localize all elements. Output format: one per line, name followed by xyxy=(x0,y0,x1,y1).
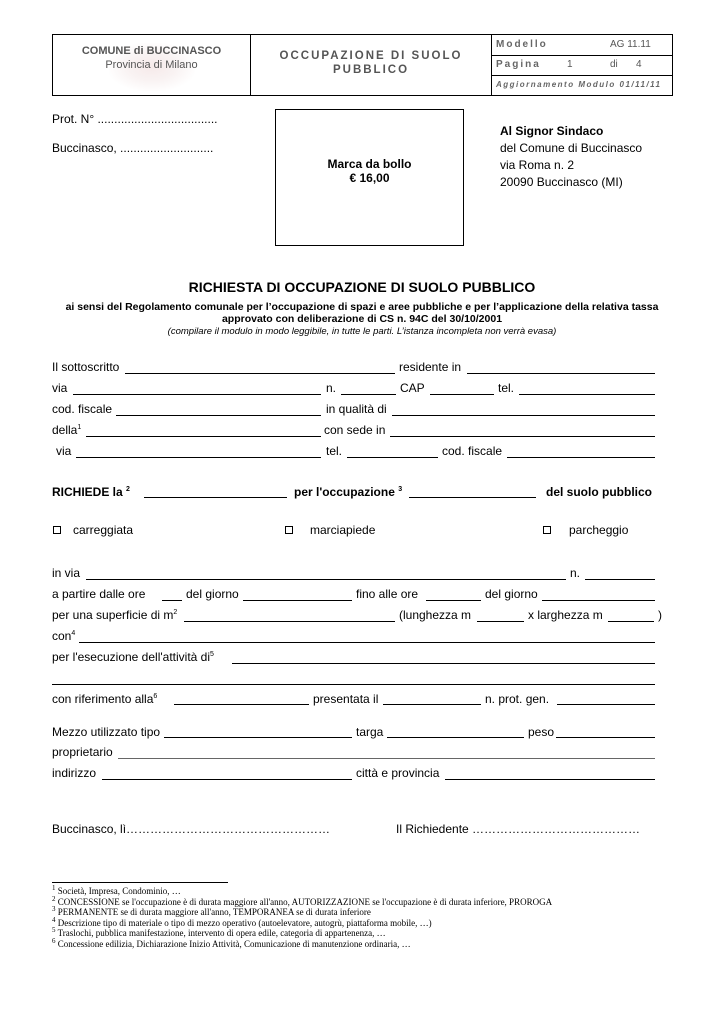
label-per-occupazione-text: per l'occupazione xyxy=(294,485,395,499)
input-qualita[interactable] xyxy=(392,415,655,416)
label-cod-fiscale: cod. fiscale xyxy=(52,402,113,416)
input-residente[interactable] xyxy=(467,373,655,374)
footnote-text: Traslochi, pubblica manifestazione, intervento di opera edile, categoria di appartenenza, … xyxy=(55,928,386,939)
footnote-number: 6 xyxy=(52,937,56,945)
input-tel[interactable] xyxy=(519,394,655,395)
label-prot-gen: n. prot. gen. xyxy=(485,692,550,706)
pagina-number: 1 xyxy=(567,59,573,70)
footnote-text: PERMANENTE se di durata maggiore all'anno, TEMPORANEA se di durata inferiore xyxy=(55,907,371,918)
footnote-ref-2: 2 xyxy=(126,486,130,493)
header-table xyxy=(52,34,673,96)
checkbox-carreggiata[interactable] xyxy=(53,526,61,534)
aggiornamento-text: Aggiornamento Modulo 01/11/11 xyxy=(496,80,662,89)
footnote-text: Concessione edilizia, Dichiarazione Inizio Attività, Comunicazione di manutenzione ordinaria, … xyxy=(55,939,411,949)
pagina-total: 4 xyxy=(636,59,642,70)
label-larghezza: x larghezza m xyxy=(528,608,603,622)
input-giorno-inizio[interactable] xyxy=(243,600,352,601)
input-proprietario[interactable] xyxy=(118,758,655,759)
label-peso: peso xyxy=(528,725,555,739)
label-via-2: via xyxy=(56,444,72,458)
checkbox-parcheggio[interactable] xyxy=(543,526,551,534)
label-tel: tel. xyxy=(498,381,515,395)
footnote-3 xyxy=(52,907,371,917)
marca-da-bollo-box xyxy=(275,109,464,246)
label-paren-close: ) xyxy=(658,608,662,622)
input-larghezza[interactable] xyxy=(608,621,654,622)
provincia-name: Provincia di Milano xyxy=(105,59,198,71)
input-peso[interactable] xyxy=(556,737,655,738)
form-title xyxy=(251,49,491,77)
label-cod-fiscale-2: cod. fiscale xyxy=(442,444,503,458)
label-presentata: presentata il xyxy=(313,692,379,706)
input-con[interactable] xyxy=(79,642,655,643)
footnote-ref-1: 1 xyxy=(77,424,82,431)
signature-richiedente[interactable]: Il Richiedente …………………………………… xyxy=(396,822,641,836)
label-richiede xyxy=(52,485,130,499)
label-sede: con sede in xyxy=(324,423,386,437)
footnote-ref-4: 4 xyxy=(71,630,76,637)
label-a-partire: a partire dalle ore xyxy=(52,587,146,601)
input-della[interactable] xyxy=(86,436,321,437)
label-via: via xyxy=(52,381,68,395)
form-title-line2: PUBBLICO xyxy=(332,64,410,76)
bollo-label: Marca da bollo xyxy=(327,157,412,171)
label-residente: residente in xyxy=(399,360,462,374)
label-proprietario: proprietario xyxy=(52,745,113,759)
label-carreggiata: carreggiata xyxy=(73,523,134,537)
place-date-field: Buccinasco, ............................ xyxy=(52,141,214,155)
label-qualita: in qualità di xyxy=(326,402,387,416)
label-tel-2: tel. xyxy=(326,444,343,458)
input-tipo-occupazione[interactable] xyxy=(409,497,536,498)
label-in-via: in via xyxy=(52,566,81,580)
label-della xyxy=(52,423,81,437)
label-con-text: con xyxy=(52,629,72,643)
label-del-giorno: del giorno xyxy=(186,587,239,601)
input-indirizzo[interactable] xyxy=(102,779,352,780)
input-lunghezza[interactable] xyxy=(477,621,524,622)
footnote-5 xyxy=(52,928,386,938)
addressee-line4: 20090 Buccinasco (MI) xyxy=(500,175,623,189)
label-marciapiede: marciapiede xyxy=(310,523,376,537)
label-lunghezza: (lunghezza m xyxy=(399,608,472,622)
pagina-label: Pagina xyxy=(496,59,541,70)
input-prot-gen[interactable] xyxy=(557,704,655,705)
footnote-6 xyxy=(52,939,411,949)
footnote-ref-3: 3 xyxy=(398,486,403,493)
label-fino-alle: fino alle ore xyxy=(356,587,419,601)
prot-number-field: Prot. N° .................................... xyxy=(52,112,218,126)
label-riferimento xyxy=(52,692,157,706)
footnote-4 xyxy=(52,915,432,928)
label-esecuzione xyxy=(52,650,214,664)
addressee-line2: del Comune di Buccinasco xyxy=(500,141,643,155)
label-con xyxy=(52,629,75,643)
input-in-via[interactable] xyxy=(86,579,566,580)
input-cod-fiscale-2[interactable] xyxy=(507,457,655,458)
label-numero: n. xyxy=(326,381,337,395)
checkbox-marciapiede[interactable] xyxy=(285,526,293,534)
form-title-line1: OCCUPAZIONE DI SUOLO xyxy=(279,50,463,62)
input-esecuzione-continued[interactable] xyxy=(52,684,655,685)
bollo-amount: € 16,00 xyxy=(349,171,390,185)
input-superficie[interactable] xyxy=(184,621,395,622)
input-sede[interactable] xyxy=(390,436,655,437)
input-via[interactable] xyxy=(73,394,321,395)
footnote-ref-6: 6 xyxy=(153,693,158,700)
label-mezzo: Mezzo utilizzato tipo xyxy=(52,725,161,739)
footnote-text: Descrizione tipo di materiale o tipo di mezzo operativo (autoelevatore, autogrù, piattaforma mobile, …) xyxy=(55,917,432,928)
pagina-di: di xyxy=(610,59,618,70)
footnote-text: CONCESSIONE se l'occupazione è di durata maggiore all'anno, AUTORIZZAZIONE se l'occupazione è di durata inferiore, PROROGA xyxy=(55,896,553,907)
modello-row xyxy=(492,35,672,56)
label-sottoscritto: Il sottoscritto xyxy=(52,360,120,374)
label-targa: targa xyxy=(356,725,384,739)
footnote-1 xyxy=(52,886,181,896)
document-subtitle-2: approvato con deliberazione di CS n. 94C del 30/10/2001 xyxy=(221,313,503,325)
input-citta[interactable] xyxy=(445,779,655,780)
label-richiede-text: RICHIEDE la xyxy=(52,485,123,499)
footnote-number: 5 xyxy=(52,926,56,935)
footnote-number: 1 xyxy=(52,884,56,892)
document-subtitle-1: ai sensi del Regolamento comunale per l’occupazione di spazi e aree pubbliche e per l’applicazione della relativa tassa xyxy=(65,301,659,313)
addressee-line3: via Roma n. 2 xyxy=(500,158,575,172)
input-riferimento[interactable] xyxy=(174,704,309,705)
label-riferimento-text: con riferimento alla xyxy=(52,692,154,706)
label-parcheggio: parcheggio xyxy=(569,523,629,537)
pagina-row xyxy=(492,55,672,76)
label-superficie xyxy=(52,608,177,622)
document-title: RICHIESTA DI OCCUPAZIONE DI SUOLO PUBBLICO xyxy=(188,279,536,295)
aggiornamento-row xyxy=(492,76,672,95)
footnote-2 xyxy=(52,894,553,907)
footnote-number: 4 xyxy=(52,915,56,924)
input-via-2[interactable] xyxy=(76,457,321,458)
input-targa[interactable] xyxy=(387,737,524,738)
footnote-ref-5: 5 xyxy=(210,651,214,658)
label-per-occupazione xyxy=(294,485,402,499)
input-numero[interactable] xyxy=(341,394,396,395)
label-cap: CAP xyxy=(400,381,425,395)
superscript-m2: 2 xyxy=(173,609,178,616)
label-del-giorno-2: del giorno xyxy=(485,587,538,601)
document-instructions: (compilare il modulo in modo leggibile, in tutte le parti. L’istanza incompleta non verrà evasa) xyxy=(167,326,557,337)
modello-label: Modello xyxy=(496,39,548,50)
header-info-cell xyxy=(492,35,672,95)
footnote-number: 3 xyxy=(52,905,56,914)
input-cap[interactable] xyxy=(430,394,494,395)
label-superficie-text: per una superficie di m xyxy=(52,608,174,622)
input-mezzo[interactable] xyxy=(164,737,352,738)
footnote-text: Società, Impresa, Condominio, … xyxy=(55,886,181,896)
input-tipo-richiesta[interactable] xyxy=(144,497,287,498)
label-citta: città e provincia xyxy=(356,766,440,780)
input-tel-2[interactable] xyxy=(347,457,438,458)
footnote-separator xyxy=(52,882,228,883)
label-esecuzione-text: per l'esecuzione dell'attività di xyxy=(52,650,211,664)
label-indirizzo: indirizzo xyxy=(52,766,97,780)
label-del-suolo: del suolo pubblico xyxy=(546,485,652,499)
comune-name: COMUNE di BUCCINASCO xyxy=(81,45,222,57)
header-comune-cell xyxy=(53,35,251,95)
input-ora-inizio[interactable] xyxy=(162,600,182,601)
input-sottoscritto[interactable] xyxy=(125,373,395,374)
label-numero-2: n. xyxy=(570,566,581,580)
header-title-cell xyxy=(251,35,492,95)
footnote-number: 2 xyxy=(52,894,56,903)
input-numero-2[interactable] xyxy=(585,579,655,580)
input-ora-fine[interactable] xyxy=(426,600,481,601)
signature-place-date[interactable]: Buccinasco, lì…………………………………………… xyxy=(52,822,331,836)
input-esecuzione[interactable] xyxy=(232,663,655,664)
input-giorno-fine[interactable] xyxy=(542,600,655,601)
modello-value: AG 11.11 xyxy=(610,39,651,50)
input-presentata[interactable] xyxy=(383,704,481,705)
addressee-title: Al Signor Sindaco xyxy=(500,124,604,138)
label-della-text: della xyxy=(52,423,78,437)
input-cod-fiscale[interactable] xyxy=(116,415,321,416)
